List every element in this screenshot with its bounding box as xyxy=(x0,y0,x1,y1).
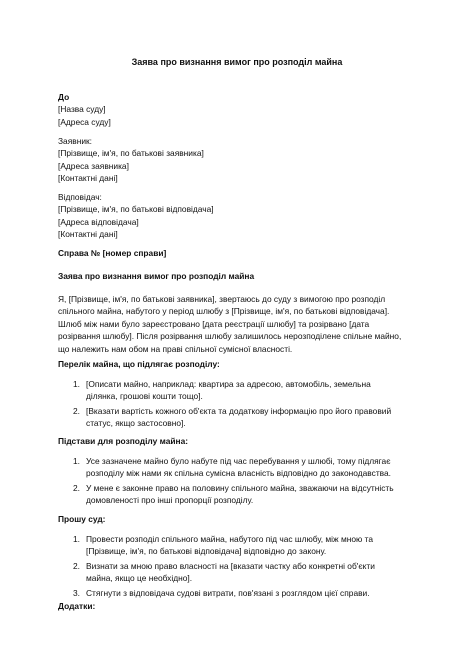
grounds-heading: Підстави для розподілу майна: xyxy=(58,436,189,446)
list-item-number: 2. xyxy=(73,482,80,493)
list-item-text: Визнати за мною право власності на [вказати частку або конкретні об'єкти xyxy=(86,560,375,571)
court-address: [Адреса суду] xyxy=(58,116,111,127)
list-item-number: 3. xyxy=(73,587,80,598)
intro-line: розірвання шлюбу]. Після розірвання шлюбу залишилось нерозподілене спільне майно, xyxy=(58,331,402,342)
list-item-text: [Описати майно, наприклад: квартира за адресою, автомобіль, земельна xyxy=(86,379,371,389)
request-heading: Прошу суд: xyxy=(58,514,106,524)
intro-line: спільного майна, набутого у період шлюбу з [Прізвище, ім'я, по батькові відповідача]. xyxy=(58,306,390,317)
statement-heading: Заява про визнання вимог про розподіл майна xyxy=(58,271,255,281)
list-item-number: 1. xyxy=(73,534,80,544)
list-item-text: [Вказати вартість кожного об'єкта та додаткову інформацію про його правовий xyxy=(86,405,392,416)
list-item-text: статус, якщо застосовно]. xyxy=(86,418,186,429)
list-item-text: У мене є законне право на половину спільного майна, зважаючи на відсутність xyxy=(86,482,394,493)
list-item-number: 1. xyxy=(73,379,80,389)
respondent-label: Відповідач: xyxy=(58,192,102,202)
grounds-list xyxy=(58,455,414,507)
applicant-contacts: [Контактні дані] xyxy=(58,173,118,184)
list-item xyxy=(58,533,414,558)
list-item-text: розподілу між нами як спільна сумісна власність відповідно до законодавства. xyxy=(86,468,392,479)
applicant-block xyxy=(58,135,414,185)
list-item xyxy=(58,405,414,430)
applicant-address: [Адреса заявника] xyxy=(58,160,129,171)
list-item xyxy=(58,560,414,585)
list-item-text: ділянка, грошові кошти тощо]. xyxy=(86,391,203,402)
document-title: Заява про визнання вимог про розподіл майна xyxy=(131,57,343,67)
intro-line: Я, [Прізвище, ім'я, по батькові заявника], звертаюсь до суду з вимогою про розподіл xyxy=(58,294,386,304)
list-item xyxy=(58,482,414,507)
list-item-number: 2. xyxy=(73,405,80,416)
respondent-name: [Прізвище, ім'я, по батькові відповідача] xyxy=(58,204,214,215)
intro-paragraph xyxy=(58,293,414,355)
list-item-text: [Прізвище, ім'я, по батькові відповідача] відповідно до закону. xyxy=(86,546,327,557)
list-item-text: майна, якщо це необхідно]. xyxy=(86,573,193,584)
request-list xyxy=(58,533,414,599)
list-item xyxy=(58,587,414,599)
list-item-text: домовленості про інші пропорції розподілу. xyxy=(86,495,254,506)
intro-line: що належить нам обом на праві спільної сумісної власності. xyxy=(58,343,293,354)
case-number: Справа № [номер справи] xyxy=(58,248,167,258)
list-item-text: Стягнути з відповідача судові витрати, пов'язані з розглядом цієї справи. xyxy=(86,587,370,598)
list-item xyxy=(58,378,414,403)
list-item-text: Усе зазначене майно було набуте під час перебування у шлюбі, тому підлягає xyxy=(86,456,391,466)
list-item-number: 1. xyxy=(73,456,80,466)
respondent-contacts: [Контактні дані] xyxy=(58,229,118,240)
intro-line: Шлюб між нами було зареєстровано [дата реєстрації шлюбу] та розірвано [дата xyxy=(58,318,370,329)
list-item-number: 2. xyxy=(73,560,80,571)
attachments-heading: Додатки: xyxy=(58,601,96,611)
addressee-label: До xyxy=(58,92,70,102)
property-list xyxy=(58,378,414,430)
respondent-block xyxy=(58,191,414,241)
applicant-label: Заявник: xyxy=(58,136,92,146)
court-name: [Назва суду] xyxy=(58,104,106,115)
addressee-block xyxy=(58,91,414,128)
list-item xyxy=(58,455,414,480)
applicant-name: [Прізвище, ім'я, по батькові заявника] xyxy=(58,148,204,159)
respondent-address: [Адреса відповідача] xyxy=(58,216,139,227)
list-item-text: Провести розподіл спільного майна, набутого під час шлюбу, між мною та xyxy=(86,534,373,544)
property-heading: Перелік майна, що підлягає розподілу: xyxy=(58,359,220,369)
